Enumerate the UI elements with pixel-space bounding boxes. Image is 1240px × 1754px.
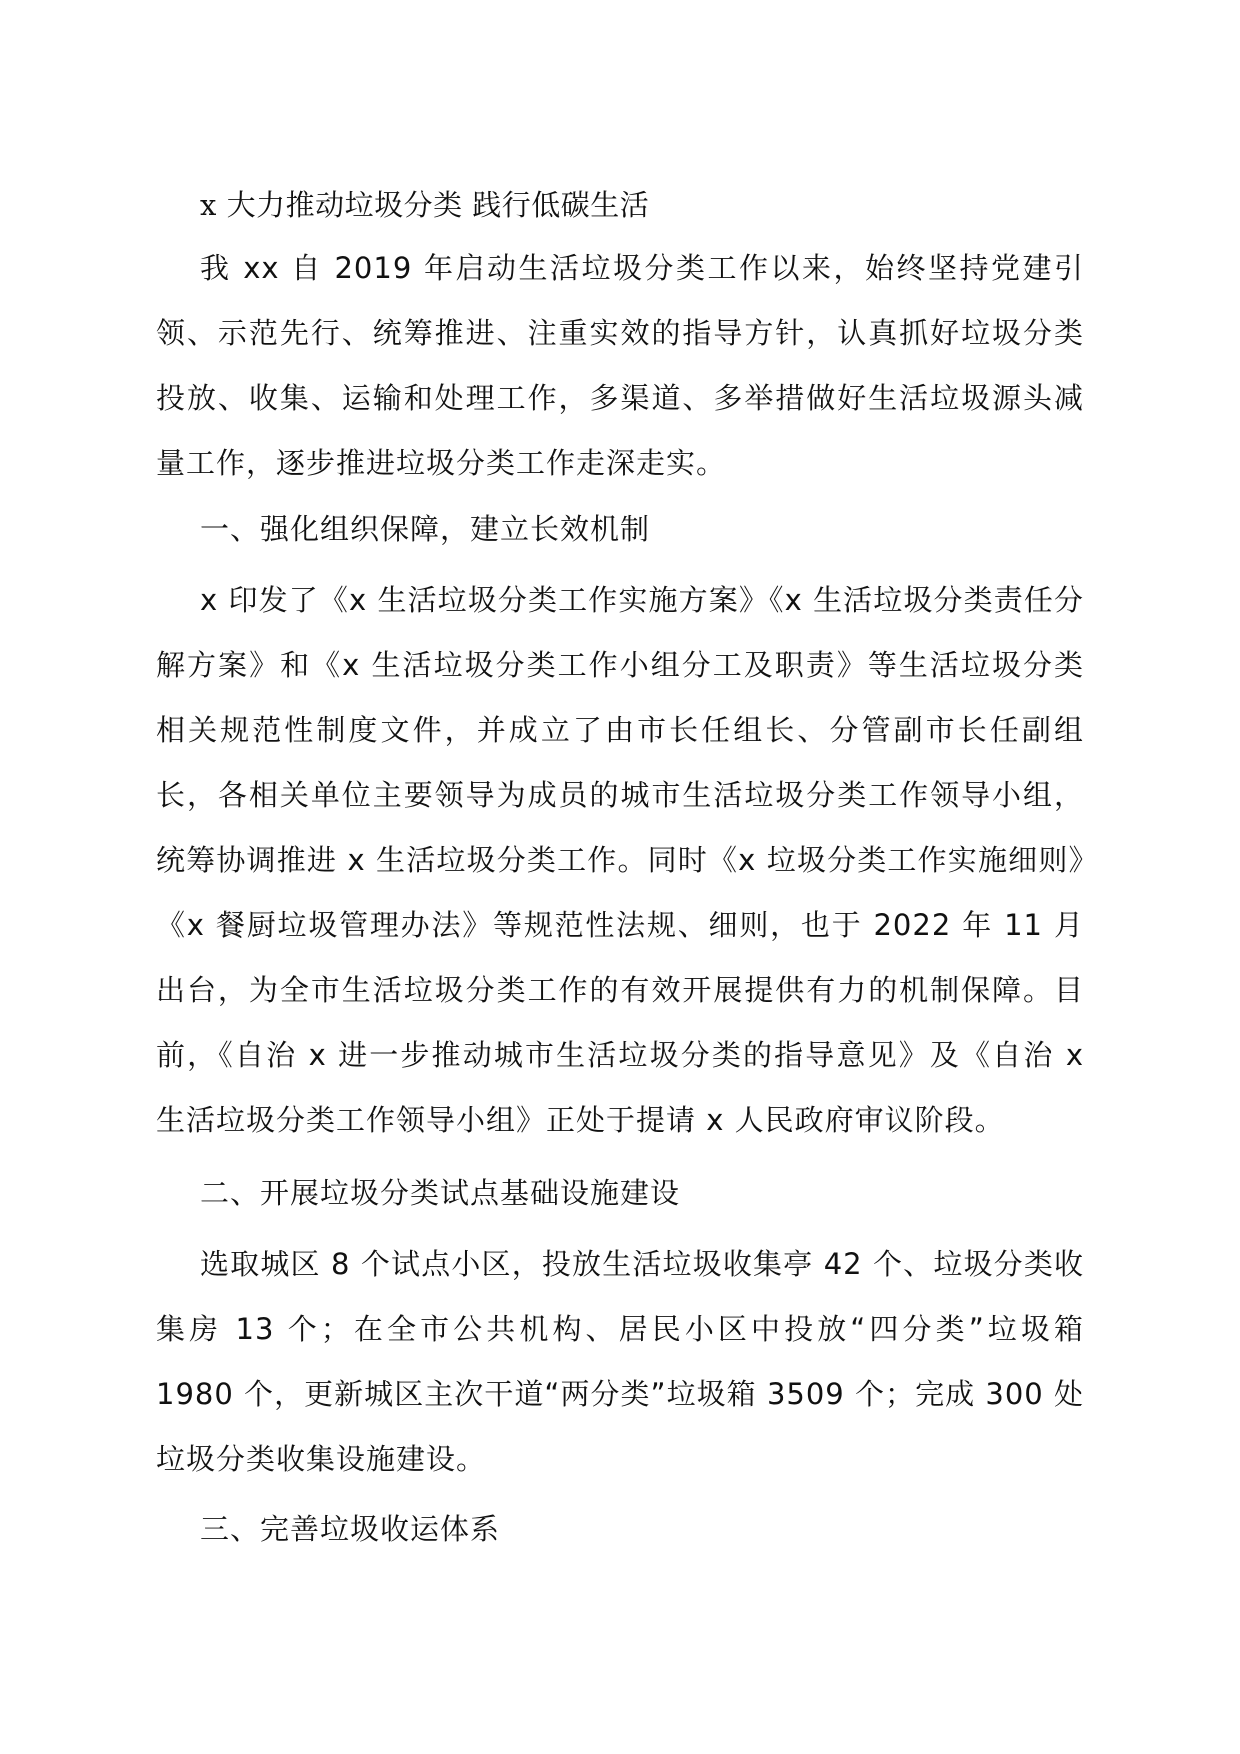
section-heading-3: 三、完善垃圾收运体系 bbox=[200, 1512, 501, 1546]
intro-paragraph: 我 xx 自 2019 年启动生活垃圾分类工作以来，始终坚持党建引领、示范先行、统筹推进、注重实效的指导方针，认真抓好垃圾分类投放、收集、运输和处理工作，多渠道、多举措做好生活垃圾源头减量工作，逐步推进垃圾分类工作走深走实。 bbox=[156, 251, 1084, 480]
section-body-2: 选取城区 8 个试点小区，投放生活垃圾收集亭 42 个、垃圾分类收集房 13 个；在全市公共机构、居民小区中投放“四分类”垃圾箱 1980 个，更新城区主次干道“两分类”垃圾箱 3509 个；完成 300 处垃圾分类收集设施建设。 bbox=[156, 1247, 1084, 1476]
section-heading-2: 二、开展垃圾分类试点基础设施建设 bbox=[200, 1176, 681, 1210]
section-heading-1: 一、强化组织保障，建立长效机制 bbox=[200, 512, 651, 546]
section-body-1: x 印发了《x 生活垃圾分类工作实施方案》《x 生活垃圾分类责任分解方案》和《x 生活垃圾分类工作小组分工及职责》等生活垃圾分类相关规范性制度文件，并成立了由市长任组长、分管副市长任副组长，各相关单位主要领导为成员的城市生活垃圾分类工作领导小组，统筹协调推进 x 生活垃圾分类工作。同时《x 垃圾分类工作实施细则》《x 餐厨垃圾管理办法》等规范性法规、细则，也于 2022 年 11 月出台，为全市生活垃圾分类工作的有效开展提供有力的机制保障。目前，《自治 x 进一步推动城市生活垃圾分类的指导意见》及《自治 x 生活垃圾分类工作领导小组》正处于提请 x 人民政府审议阶段。 bbox=[156, 583, 1084, 1137]
document-title: x 大力推动垃圾分类 践行低碳生活 bbox=[200, 188, 650, 222]
